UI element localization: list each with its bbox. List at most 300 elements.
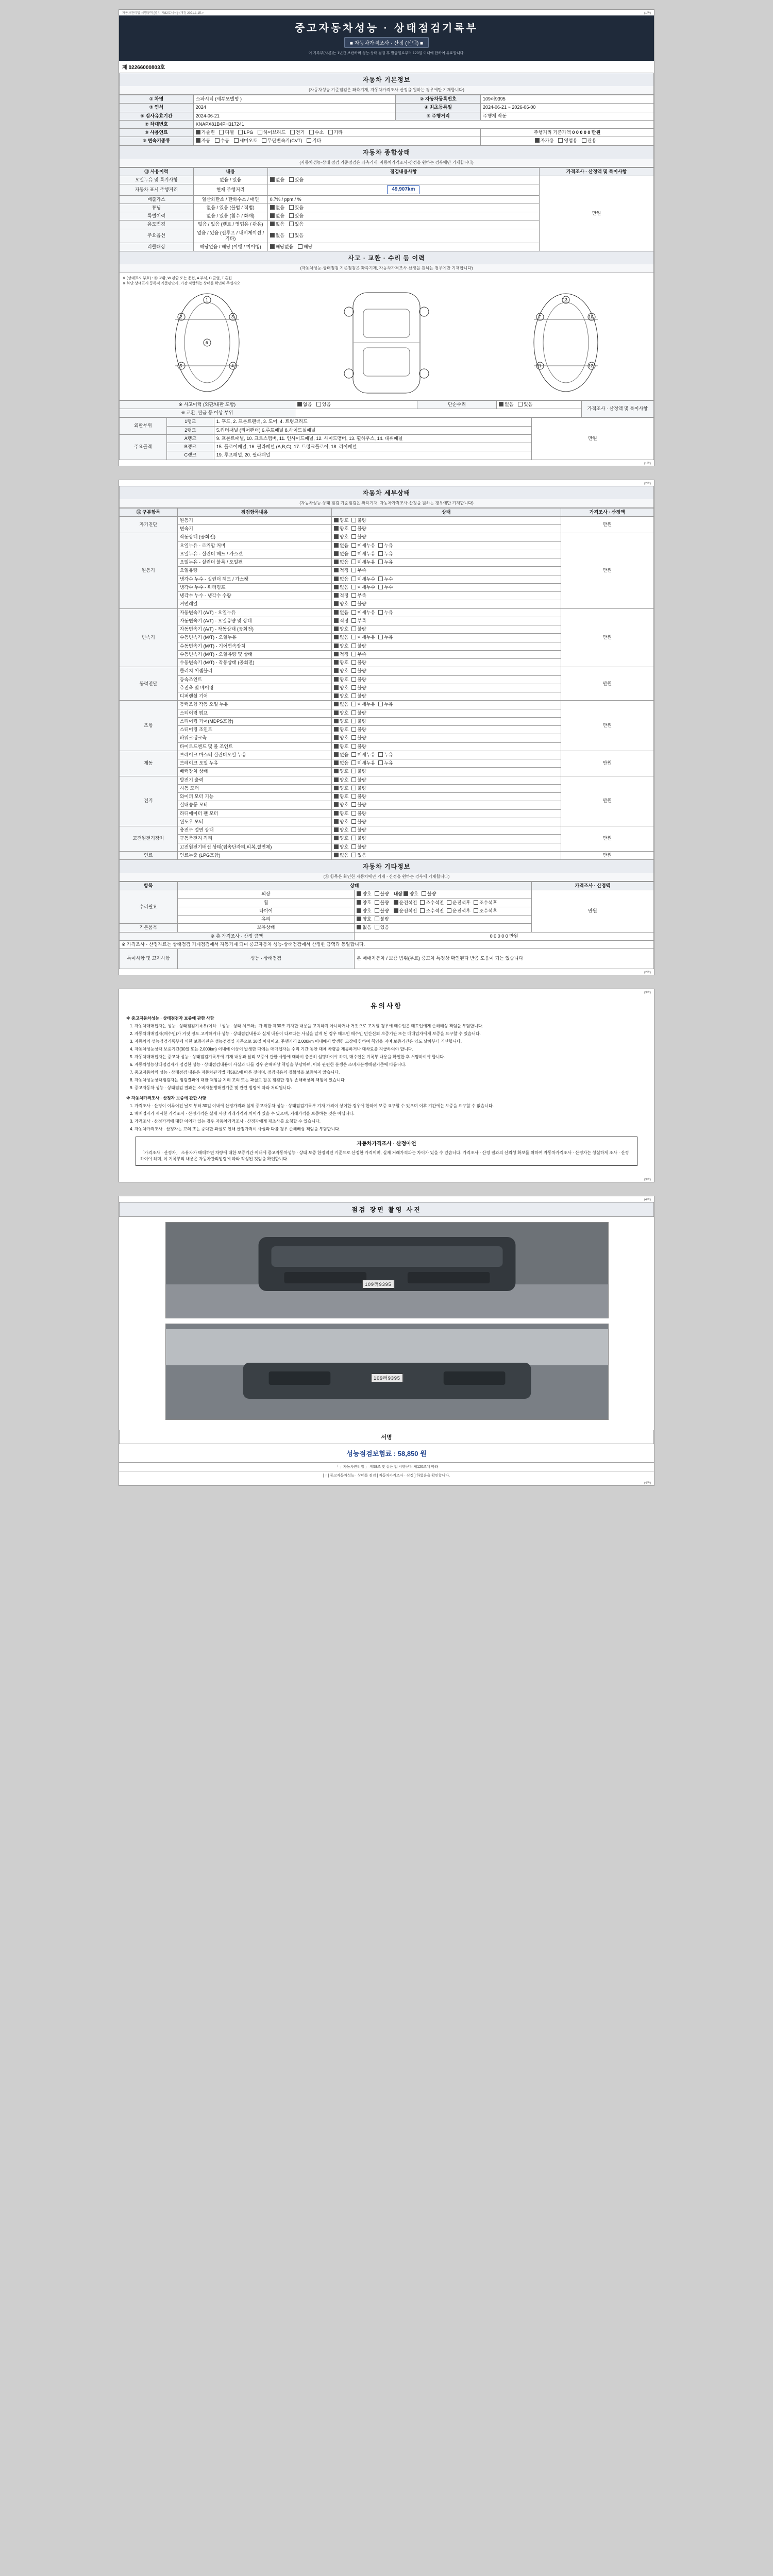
checkbox-icon[interactable] bbox=[351, 577, 356, 581]
detail-item-options[interactable] bbox=[332, 851, 561, 859]
opt-0[interactable] bbox=[357, 900, 371, 906]
detail-item-options[interactable] bbox=[332, 776, 561, 784]
checkbox-icon[interactable] bbox=[351, 534, 356, 539]
opt-1[interactable] bbox=[351, 635, 375, 640]
checkbox-icon[interactable] bbox=[334, 560, 339, 564]
checkbox-icon[interactable] bbox=[378, 760, 383, 765]
opt-0[interactable] bbox=[334, 610, 348, 616]
fuel-option-hydrogen[interactable] bbox=[309, 130, 324, 135]
checkbox-icon[interactable] bbox=[334, 685, 339, 690]
checkbox-icon[interactable] bbox=[375, 900, 379, 905]
transmission-option-manual[interactable] bbox=[215, 138, 229, 144]
opt-1[interactable] bbox=[351, 534, 366, 540]
checkbox-icon[interactable] bbox=[270, 233, 275, 238]
detail-item-options[interactable] bbox=[332, 675, 561, 684]
checkbox-icon[interactable] bbox=[238, 130, 243, 134]
checkbox-icon[interactable] bbox=[298, 244, 303, 249]
checkbox-icon[interactable] bbox=[334, 710, 339, 715]
opt-1[interactable] bbox=[351, 685, 366, 691]
checkbox-icon[interactable] bbox=[270, 244, 275, 249]
opt-0[interactable] bbox=[334, 593, 348, 599]
opt-0[interactable] bbox=[334, 518, 348, 523]
checkbox-icon[interactable] bbox=[262, 138, 266, 143]
checkbox-icon[interactable] bbox=[378, 585, 383, 589]
detail-item-options[interactable] bbox=[332, 768, 561, 776]
checkbox-icon[interactable] bbox=[334, 618, 339, 623]
overall-row-6-opts[interactable] bbox=[267, 229, 540, 243]
checkbox-icon[interactable] bbox=[334, 585, 339, 589]
checkbox-icon[interactable] bbox=[351, 727, 356, 732]
opt-yes[interactable] bbox=[289, 233, 304, 239]
opt-1[interactable] bbox=[420, 908, 444, 914]
checkbox-icon[interactable] bbox=[351, 568, 356, 572]
usage-cell[interactable] bbox=[481, 137, 654, 145]
checkbox-icon[interactable] bbox=[334, 853, 339, 857]
checkbox-icon[interactable] bbox=[357, 908, 361, 913]
checkbox-icon[interactable] bbox=[447, 908, 451, 913]
opt-0[interactable] bbox=[334, 769, 348, 774]
checkbox-icon[interactable] bbox=[351, 518, 356, 522]
checkbox-icon[interactable] bbox=[219, 130, 224, 134]
detail-item-options[interactable] bbox=[332, 843, 561, 851]
checkbox-icon[interactable] bbox=[351, 760, 356, 765]
opt-0[interactable] bbox=[334, 710, 348, 716]
opt-0[interactable] bbox=[334, 802, 348, 808]
checkbox-icon[interactable] bbox=[351, 643, 356, 648]
detail-item-options[interactable] bbox=[332, 650, 561, 658]
opt-2[interactable] bbox=[378, 543, 393, 549]
checkbox-icon[interactable] bbox=[289, 177, 294, 182]
detail-item-options[interactable] bbox=[332, 835, 561, 843]
opt-1[interactable] bbox=[351, 786, 366, 791]
fuel-option-gasoline[interactable] bbox=[196, 130, 215, 135]
checkbox-icon[interactable] bbox=[289, 213, 294, 218]
checkbox-icon[interactable] bbox=[334, 811, 339, 816]
checkbox-icon[interactable] bbox=[378, 543, 383, 548]
opt-1[interactable] bbox=[351, 794, 366, 800]
checkbox-icon[interactable] bbox=[357, 900, 361, 905]
transmission-option-auto[interactable] bbox=[196, 138, 210, 144]
checkbox-icon[interactable] bbox=[334, 844, 339, 849]
opt-0[interactable] bbox=[334, 777, 348, 783]
others-item-options[interactable] bbox=[355, 916, 532, 924]
opt-1[interactable] bbox=[351, 836, 366, 841]
opt-0[interactable] bbox=[334, 543, 348, 549]
checkbox-icon[interactable] bbox=[334, 643, 339, 648]
opt-0[interactable] bbox=[394, 908, 417, 914]
checkbox-icon[interactable] bbox=[270, 177, 275, 182]
opt-0[interactable] bbox=[334, 844, 348, 850]
checkbox-icon[interactable] bbox=[328, 130, 333, 134]
transmission-options[interactable] bbox=[193, 137, 480, 145]
checkbox-icon[interactable] bbox=[334, 802, 339, 807]
checkbox-icon[interactable] bbox=[351, 744, 356, 749]
opt-yes[interactable] bbox=[289, 205, 304, 211]
checkbox-icon[interactable] bbox=[334, 727, 339, 732]
checkbox-icon[interactable] bbox=[334, 693, 339, 698]
opt-1[interactable] bbox=[351, 643, 366, 649]
checkbox-icon[interactable] bbox=[351, 543, 356, 548]
checkbox-icon[interactable] bbox=[375, 908, 379, 913]
opt-0[interactable] bbox=[334, 618, 348, 624]
opt-0[interactable] bbox=[334, 560, 348, 565]
opt-0[interactable] bbox=[334, 853, 348, 858]
checkbox-icon[interactable] bbox=[334, 760, 339, 765]
checkbox-icon[interactable] bbox=[334, 735, 339, 740]
opt-0[interactable] bbox=[357, 891, 371, 897]
opt-1[interactable] bbox=[351, 727, 366, 733]
checkbox-icon[interactable] bbox=[378, 635, 383, 639]
opt-1[interactable] bbox=[375, 925, 389, 930]
checkbox-icon[interactable] bbox=[334, 526, 339, 531]
detail-item-options[interactable] bbox=[332, 592, 561, 600]
checkbox-icon[interactable] bbox=[334, 518, 339, 522]
usage-option-gov[interactable] bbox=[582, 138, 596, 144]
checkbox-icon[interactable] bbox=[351, 635, 356, 639]
opt-1[interactable] bbox=[351, 577, 375, 582]
detail-item-options[interactable] bbox=[332, 642, 561, 650]
checkbox-icon[interactable] bbox=[351, 811, 356, 816]
opt-1[interactable] bbox=[351, 819, 366, 825]
opt-2[interactable] bbox=[378, 551, 393, 557]
opt-0[interactable] bbox=[404, 891, 418, 897]
fuel-options[interactable] bbox=[193, 129, 480, 137]
opt-0[interactable] bbox=[334, 526, 348, 532]
opt-0[interactable] bbox=[334, 719, 348, 724]
checkbox-icon[interactable] bbox=[334, 543, 339, 548]
checkbox-icon[interactable] bbox=[378, 560, 383, 564]
checkbox-icon[interactable] bbox=[196, 130, 200, 134]
checkbox-icon[interactable] bbox=[351, 593, 356, 598]
checkbox-icon[interactable] bbox=[351, 601, 356, 606]
detail-item-options[interactable] bbox=[332, 726, 561, 734]
detail-item-options[interactable] bbox=[332, 809, 561, 818]
opt-0[interactable] bbox=[334, 652, 348, 657]
opt-0[interactable] bbox=[334, 677, 348, 683]
detail-item-options[interactable] bbox=[332, 533, 561, 541]
opt-3[interactable] bbox=[474, 908, 497, 914]
checkbox-icon[interactable] bbox=[351, 526, 356, 531]
overall-row-3-opts[interactable] bbox=[267, 204, 540, 212]
detail-item-options[interactable] bbox=[332, 617, 561, 625]
opt-0[interactable] bbox=[334, 601, 348, 607]
opt-1[interactable] bbox=[351, 601, 366, 607]
overall-row-5-opts[interactable] bbox=[267, 221, 540, 229]
checkbox-icon[interactable] bbox=[289, 233, 294, 238]
checkbox-icon[interactable] bbox=[357, 917, 361, 921]
detail-item-options[interactable] bbox=[332, 759, 561, 768]
checkbox-icon[interactable] bbox=[334, 819, 339, 824]
detail-item-options[interactable] bbox=[332, 709, 561, 717]
opt-0[interactable] bbox=[334, 568, 348, 573]
usage-option-business[interactable] bbox=[558, 138, 577, 144]
opt-1[interactable] bbox=[351, 844, 366, 850]
opt-1[interactable] bbox=[351, 735, 366, 741]
transmission-option-semi[interactable] bbox=[234, 138, 258, 144]
checkbox-icon[interactable] bbox=[357, 925, 361, 929]
checkbox-icon[interactable] bbox=[351, 685, 356, 690]
opt-2[interactable] bbox=[378, 752, 393, 758]
checkbox-icon[interactable] bbox=[351, 618, 356, 623]
checkbox-icon[interactable] bbox=[334, 794, 339, 799]
opt-1[interactable] bbox=[351, 626, 366, 632]
detail-item-options[interactable] bbox=[332, 567, 561, 575]
opt-1[interactable] bbox=[351, 652, 366, 657]
opt-1[interactable] bbox=[351, 853, 366, 858]
opt-2[interactable] bbox=[378, 635, 393, 640]
opt-1[interactable] bbox=[351, 610, 375, 616]
checkbox-icon[interactable] bbox=[334, 719, 339, 723]
opt-none[interactable] bbox=[270, 205, 284, 211]
opt-3[interactable] bbox=[474, 900, 497, 906]
checkbox-icon[interactable] bbox=[422, 891, 426, 896]
opt-1[interactable] bbox=[375, 917, 389, 922]
checkbox-icon[interactable] bbox=[357, 891, 361, 896]
opt-1[interactable] bbox=[351, 526, 366, 532]
opt-1[interactable] bbox=[351, 551, 375, 557]
opt-1[interactable] bbox=[351, 668, 366, 674]
checkbox-icon[interactable] bbox=[334, 534, 339, 539]
checkbox-icon[interactable] bbox=[334, 635, 339, 639]
opt-1[interactable] bbox=[351, 543, 375, 549]
detail-item-options[interactable] bbox=[332, 667, 561, 675]
checkbox-icon[interactable] bbox=[518, 402, 523, 406]
checkbox-icon[interactable] bbox=[351, 853, 356, 857]
checkbox-icon[interactable] bbox=[334, 551, 339, 556]
opt-0[interactable] bbox=[334, 727, 348, 733]
detail-item-options[interactable] bbox=[332, 525, 561, 533]
opt-0[interactable] bbox=[334, 811, 348, 817]
opt-1[interactable] bbox=[351, 518, 366, 523]
detail-item-options[interactable] bbox=[332, 692, 561, 701]
checkbox-icon[interactable] bbox=[351, 668, 356, 673]
others-item-options[interactable] bbox=[355, 899, 532, 907]
checkbox-icon[interactable] bbox=[375, 891, 379, 896]
checkbox-icon[interactable] bbox=[351, 551, 356, 556]
fuel-option-lpg[interactable] bbox=[238, 130, 253, 135]
opt-1[interactable] bbox=[351, 752, 375, 758]
detail-item-options[interactable] bbox=[332, 826, 561, 835]
opt-2[interactable] bbox=[378, 560, 393, 565]
opt-1[interactable] bbox=[375, 908, 389, 914]
opt-0[interactable] bbox=[334, 626, 348, 632]
opt-0[interactable] bbox=[334, 760, 348, 766]
checkbox-icon[interactable] bbox=[334, 752, 339, 757]
checkbox-icon[interactable] bbox=[334, 777, 339, 782]
checkbox-icon[interactable] bbox=[351, 652, 356, 656]
opt-yes[interactable] bbox=[289, 222, 304, 227]
opt-1[interactable] bbox=[351, 744, 366, 750]
simple-repair-opts[interactable] bbox=[497, 400, 582, 409]
detail-item-options[interactable] bbox=[332, 717, 561, 725]
opt-1[interactable] bbox=[351, 710, 366, 716]
opt-yes[interactable] bbox=[289, 177, 304, 183]
checkbox-icon[interactable] bbox=[334, 610, 339, 615]
checkbox-icon[interactable] bbox=[351, 735, 356, 740]
opt-2[interactable] bbox=[378, 702, 393, 707]
checkbox-icon[interactable] bbox=[378, 752, 383, 757]
others-item-options[interactable] bbox=[355, 924, 532, 932]
checkbox-icon[interactable] bbox=[474, 908, 478, 913]
accident-none[interactable] bbox=[297, 402, 312, 408]
fuel-option-ev[interactable] bbox=[290, 130, 305, 135]
opt-1[interactable] bbox=[351, 693, 366, 699]
opt-0[interactable] bbox=[334, 827, 348, 833]
checkbox-icon[interactable] bbox=[334, 677, 339, 682]
opt-1[interactable] bbox=[351, 802, 366, 808]
others-item-options[interactable] bbox=[355, 890, 532, 899]
opt-1[interactable] bbox=[351, 585, 375, 590]
checkbox-icon[interactable] bbox=[499, 402, 503, 406]
opt-2[interactable] bbox=[447, 908, 470, 914]
opt-1[interactable] bbox=[351, 769, 366, 774]
checkbox-icon[interactable] bbox=[351, 752, 356, 757]
opt-1[interactable] bbox=[351, 618, 366, 624]
checkbox-icon[interactable] bbox=[290, 130, 295, 134]
checkbox-icon[interactable] bbox=[258, 130, 262, 134]
opt-none[interactable] bbox=[270, 233, 284, 239]
checkbox-icon[interactable] bbox=[334, 786, 339, 790]
opt-0[interactable] bbox=[334, 668, 348, 674]
detail-item-options[interactable] bbox=[332, 558, 561, 567]
detail-item-options[interactable] bbox=[332, 541, 561, 550]
checkbox-icon[interactable] bbox=[535, 138, 540, 143]
checkbox-icon[interactable] bbox=[351, 802, 356, 807]
detail-item-options[interactable] bbox=[332, 659, 561, 667]
opt-0[interactable] bbox=[357, 925, 371, 930]
opt-1[interactable] bbox=[351, 702, 375, 707]
opt-yes[interactable] bbox=[289, 213, 304, 219]
checkbox-icon[interactable] bbox=[289, 222, 294, 226]
checkbox-icon[interactable] bbox=[334, 769, 339, 773]
checkbox-icon[interactable] bbox=[334, 626, 339, 631]
transmission-option-cvt[interactable] bbox=[262, 138, 302, 144]
opt-1[interactable] bbox=[375, 891, 389, 897]
opt-2[interactable] bbox=[378, 585, 393, 590]
detail-item-options[interactable] bbox=[332, 734, 561, 742]
checkbox-icon[interactable] bbox=[351, 585, 356, 589]
checkbox-icon[interactable] bbox=[351, 819, 356, 824]
checkbox-icon[interactable] bbox=[334, 577, 339, 581]
opt-1[interactable] bbox=[351, 568, 366, 573]
checkbox-icon[interactable] bbox=[351, 719, 356, 723]
detail-item-options[interactable] bbox=[332, 793, 561, 801]
checkbox-icon[interactable] bbox=[289, 205, 294, 210]
opt-0[interactable] bbox=[334, 794, 348, 800]
checkbox-icon[interactable] bbox=[351, 702, 356, 706]
opt-0[interactable] bbox=[334, 735, 348, 741]
checkbox-icon[interactable] bbox=[474, 900, 478, 905]
detail-item-options[interactable] bbox=[332, 751, 561, 759]
accident-history-opts[interactable] bbox=[295, 400, 417, 409]
simple-none[interactable] bbox=[499, 402, 513, 408]
checkbox-icon[interactable] bbox=[394, 908, 398, 913]
checkbox-icon[interactable] bbox=[334, 668, 339, 673]
opt-1[interactable] bbox=[351, 660, 366, 666]
opt-1[interactable] bbox=[351, 827, 366, 833]
detail-item-options[interactable] bbox=[332, 742, 561, 751]
fuel-option-diesel[interactable] bbox=[219, 130, 233, 135]
opt-1[interactable] bbox=[422, 891, 436, 897]
checkbox-icon[interactable] bbox=[351, 693, 356, 698]
checkbox-icon[interactable] bbox=[234, 138, 239, 143]
opt-0[interactable] bbox=[334, 836, 348, 841]
detail-item-options[interactable] bbox=[332, 600, 561, 608]
checkbox-icon[interactable] bbox=[270, 222, 275, 226]
checkbox-icon[interactable] bbox=[378, 577, 383, 581]
checkbox-icon[interactable] bbox=[351, 660, 356, 665]
checkbox-icon[interactable] bbox=[270, 213, 275, 218]
checkbox-icon[interactable] bbox=[447, 900, 451, 905]
opt-none[interactable] bbox=[270, 222, 284, 227]
detail-item-options[interactable] bbox=[332, 625, 561, 634]
opt-0[interactable] bbox=[357, 908, 371, 914]
checkbox-icon[interactable] bbox=[351, 844, 356, 849]
opt-2[interactable] bbox=[378, 577, 393, 582]
opt-0[interactable] bbox=[334, 534, 348, 540]
opt-0[interactable] bbox=[334, 786, 348, 791]
detail-item-options[interactable] bbox=[332, 634, 561, 642]
opt-1[interactable] bbox=[351, 777, 366, 783]
checkbox-icon[interactable] bbox=[378, 610, 383, 615]
fuel-option-hybrid[interactable] bbox=[258, 130, 285, 135]
opt-2[interactable] bbox=[378, 610, 393, 616]
checkbox-icon[interactable] bbox=[351, 794, 356, 799]
checkbox-icon[interactable] bbox=[334, 601, 339, 606]
opt-1[interactable] bbox=[351, 560, 375, 565]
opt-1[interactable] bbox=[351, 593, 366, 599]
checkbox-icon[interactable] bbox=[334, 660, 339, 665]
checkbox-icon[interactable] bbox=[351, 710, 356, 715]
checkbox-icon[interactable] bbox=[351, 677, 356, 682]
transmission-option-etc[interactable] bbox=[307, 138, 321, 144]
overall-row-7-opts[interactable] bbox=[267, 243, 540, 251]
checkbox-icon[interactable] bbox=[351, 786, 356, 790]
simple-yes[interactable] bbox=[518, 402, 532, 408]
usage-option-private[interactable] bbox=[535, 138, 554, 144]
checkbox-icon[interactable] bbox=[420, 908, 425, 913]
opt-0[interactable] bbox=[334, 660, 348, 666]
opt-0[interactable] bbox=[334, 693, 348, 699]
checkbox-icon[interactable] bbox=[351, 560, 356, 564]
detail-item-options[interactable] bbox=[332, 784, 561, 792]
detail-item-options[interactable] bbox=[332, 684, 561, 692]
checkbox-icon[interactable] bbox=[394, 900, 398, 905]
checkbox-icon[interactable] bbox=[196, 138, 200, 143]
checkbox-icon[interactable] bbox=[351, 769, 356, 773]
fuel-option-etc[interactable] bbox=[328, 130, 343, 135]
checkbox-icon[interactable] bbox=[558, 138, 563, 143]
opt-0[interactable] bbox=[334, 744, 348, 750]
checkbox-icon[interactable] bbox=[334, 568, 339, 572]
checkbox-icon[interactable] bbox=[334, 593, 339, 598]
detail-item-options[interactable] bbox=[332, 608, 561, 617]
checkbox-icon[interactable] bbox=[307, 138, 311, 143]
opt-1[interactable] bbox=[351, 719, 366, 724]
opt-0[interactable] bbox=[334, 577, 348, 582]
opt-0[interactable] bbox=[357, 917, 371, 922]
opt-1[interactable] bbox=[351, 811, 366, 817]
checkbox-icon[interactable] bbox=[351, 777, 356, 782]
opt-0[interactable] bbox=[334, 635, 348, 640]
opt-yes[interactable] bbox=[298, 244, 312, 250]
detail-item-options[interactable] bbox=[332, 516, 561, 524]
checkbox-icon[interactable] bbox=[309, 130, 314, 134]
opt-none[interactable] bbox=[270, 213, 284, 219]
checkbox-icon[interactable] bbox=[375, 925, 379, 929]
others-item-options[interactable] bbox=[355, 907, 532, 915]
overall-row-0-opts[interactable] bbox=[267, 176, 540, 184]
